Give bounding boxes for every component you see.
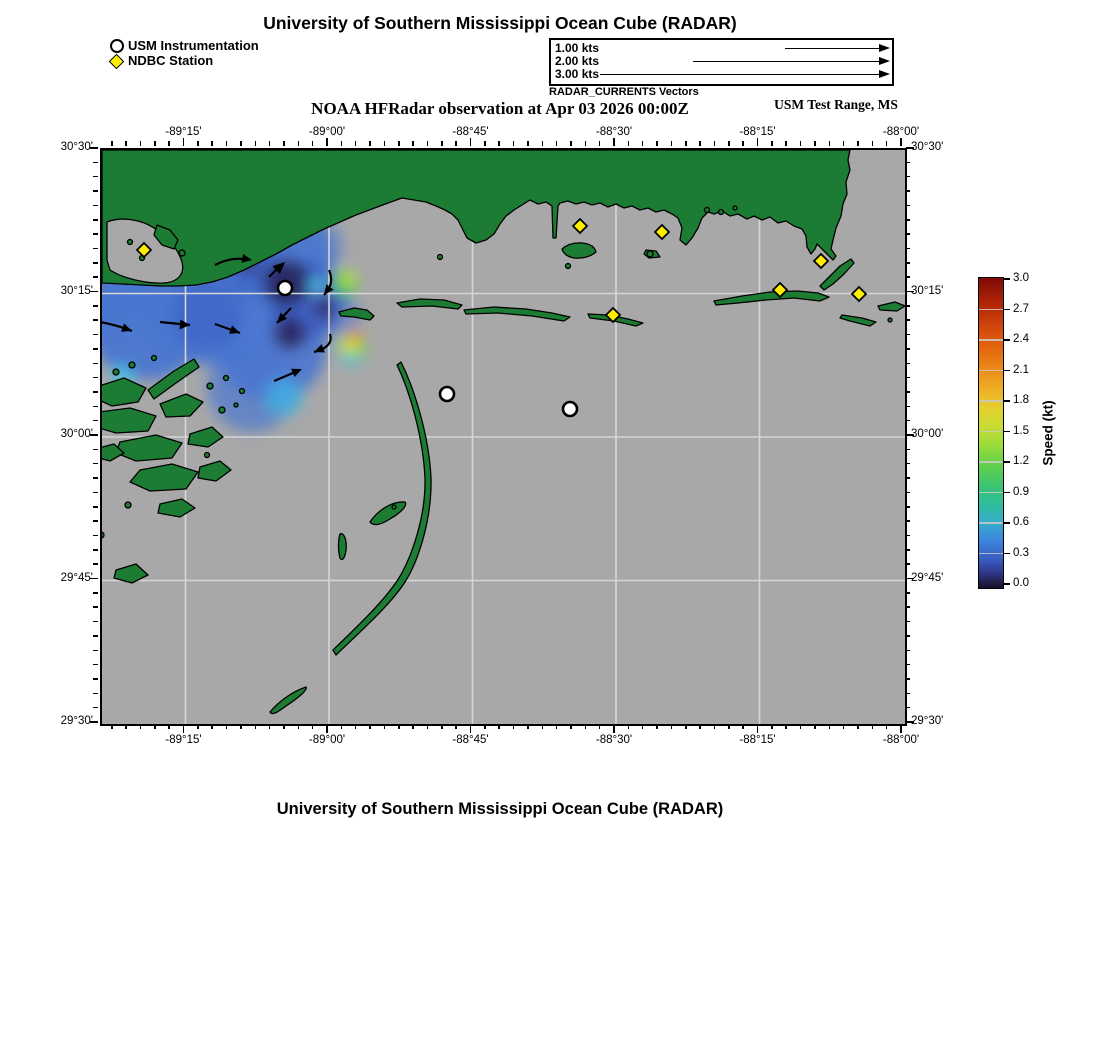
colorbar-tick — [1004, 309, 1010, 311]
map-tick — [93, 678, 98, 680]
map-tick — [906, 363, 911, 365]
map-tick — [93, 463, 98, 465]
colorbar-tick-label: 2.7 — [1013, 302, 1029, 315]
map-tick — [906, 406, 911, 408]
map-tick — [283, 725, 285, 730]
map-tick — [785, 141, 787, 146]
map-tick — [613, 138, 615, 146]
map-tick — [900, 725, 902, 733]
map-tick — [906, 678, 911, 680]
map-tick — [183, 725, 185, 733]
usm-instrument-marker — [563, 402, 577, 416]
map-tick — [906, 334, 911, 336]
colorbar-tick-label: 0.3 — [1013, 546, 1029, 559]
map-tick — [742, 141, 744, 146]
map-tick — [470, 138, 472, 146]
map-tick — [906, 348, 911, 350]
colorbar-tick — [1004, 339, 1010, 341]
lat-label-right: 30°15' — [911, 284, 944, 297]
map-tick — [906, 621, 911, 623]
lon-label-bottom: -88°45' — [452, 734, 489, 746]
map-tick — [226, 141, 228, 146]
map-tick — [427, 141, 429, 146]
map-tick — [685, 141, 687, 146]
map-tick — [906, 449, 911, 451]
map-tick — [93, 449, 98, 451]
lon-label-top: -88°30' — [595, 126, 633, 138]
colorbar-tick-label: 0.0 — [1013, 577, 1029, 589]
colorbar-tick — [1004, 400, 1010, 402]
map-tick — [906, 520, 911, 522]
lon-label-top: -88°00' — [882, 126, 920, 138]
lat-label-right: 30°00' — [911, 428, 944, 440]
scale-arrow-head — [879, 57, 890, 65]
map-tick — [906, 233, 911, 235]
colorbar-tick — [1004, 492, 1010, 494]
lon-label-bottom: -88°15' — [739, 734, 776, 746]
map-tick — [211, 141, 213, 146]
map-tick — [906, 535, 911, 537]
map-tick — [93, 477, 98, 479]
ndbc-station-icon — [109, 54, 125, 70]
colorbar-tick-label: 3.0 — [1013, 272, 1029, 284]
map-tick — [298, 141, 300, 146]
map-tick — [906, 391, 911, 393]
map-tick — [906, 190, 911, 192]
map-tick — [906, 305, 911, 307]
map-tick — [728, 725, 730, 730]
map-tick — [93, 319, 98, 321]
map-tick — [699, 725, 701, 730]
map-tick — [93, 377, 98, 379]
map-tick — [197, 141, 199, 146]
colorbar-tick — [1004, 278, 1010, 280]
map-tick — [906, 219, 911, 221]
map-tick — [255, 141, 257, 146]
map-tick — [384, 725, 386, 730]
map-tick — [455, 141, 457, 146]
map-tick — [326, 725, 328, 733]
colorbar-tick-label: 1.5 — [1013, 424, 1029, 437]
map-tick — [355, 725, 357, 730]
map-tick — [642, 725, 644, 730]
map-tick — [93, 348, 98, 350]
map-tick — [455, 725, 457, 730]
map-tick — [269, 141, 271, 146]
legend-usm-label: USM Instrumentation — [128, 38, 259, 53]
map-tick — [513, 141, 515, 146]
map-tick — [728, 141, 730, 146]
map-tick — [906, 664, 911, 666]
map-svg — [102, 150, 905, 724]
map-tick — [240, 141, 242, 146]
map-tick — [398, 141, 400, 146]
map-tick — [906, 563, 911, 565]
map-tick — [93, 707, 98, 709]
lat-label-left: 30°15' — [60, 284, 93, 297]
map-tick — [211, 725, 213, 730]
map-tick — [829, 725, 831, 730]
legend-ndbc-label: NDBC Station — [128, 53, 214, 68]
map-tick — [93, 563, 98, 565]
map-tick — [93, 535, 98, 537]
map-tick — [527, 141, 529, 146]
map-tick — [441, 725, 443, 730]
map-tick — [656, 725, 658, 730]
scale-arrow-line — [785, 48, 880, 50]
lon-label-bottom: -88°00' — [882, 734, 920, 746]
vector-scale-caption: RADAR_CURRENTS Vectors — [549, 86, 699, 98]
map-tick — [283, 141, 285, 146]
map-tick — [111, 725, 113, 730]
lat-label-right: 30°30' — [911, 141, 944, 153]
map-tick — [154, 141, 156, 146]
map-tick — [93, 406, 98, 408]
map-tick — [585, 725, 587, 730]
map-tick — [906, 506, 911, 508]
map-tick — [872, 725, 874, 730]
map-tick — [197, 725, 199, 730]
lon-label-top: -89°00' — [308, 126, 346, 138]
colorbar-divider — [979, 339, 1003, 341]
map-tick — [93, 276, 98, 278]
map-tick — [906, 592, 911, 594]
map-tick — [140, 141, 142, 146]
map-tick — [226, 725, 228, 730]
map-tick — [326, 138, 328, 146]
vector-scale-box — [549, 38, 894, 86]
map-tick — [906, 276, 911, 278]
colorbar-tick — [1004, 522, 1010, 524]
map-tick — [93, 334, 98, 336]
scale-row-label: 3.00 kts — [555, 67, 600, 82]
map-tick — [484, 725, 486, 730]
colorbar-divider — [979, 400, 1003, 402]
map-tick — [93, 635, 98, 637]
map-tick — [93, 606, 98, 608]
map-tick — [599, 141, 601, 146]
map-canvas — [100, 148, 907, 726]
lon-label-bottom: -89°15' — [165, 734, 202, 746]
scale-arrow-head — [879, 70, 890, 78]
speed-blob — [171, 279, 243, 351]
map-tick — [642, 141, 644, 146]
usm-instrumentation-icon — [110, 39, 124, 53]
map-tick — [585, 141, 587, 146]
map-tick — [785, 725, 787, 730]
map-tick — [906, 377, 911, 379]
speed-blob — [349, 330, 361, 342]
map-tick — [93, 305, 98, 307]
map-tick — [556, 141, 558, 146]
map-tick — [671, 141, 673, 146]
scale-arrow-head — [879, 44, 890, 52]
bottom-title: University of Southern Mississippi Ocean Cube (RADAR) — [276, 800, 724, 818]
map-tick — [685, 725, 687, 730]
map-tick — [355, 141, 357, 146]
map-tick — [384, 141, 386, 146]
lat-label-left: 29°45' — [60, 571, 93, 584]
map-tick — [93, 592, 98, 594]
map-tick — [714, 725, 716, 730]
map-tick — [906, 650, 911, 652]
map-subtitle: NOAA HFRadar observation at Apr 03 2026 00:00Z — [311, 99, 689, 118]
map-tick — [556, 725, 558, 730]
map-tick — [900, 138, 902, 146]
map-tick — [906, 635, 911, 637]
map-tick — [699, 141, 701, 146]
scale-arrow-line — [600, 74, 880, 76]
map-tick — [412, 141, 414, 146]
colorbar-divider — [979, 522, 1003, 524]
map-tick — [470, 725, 472, 733]
map-tick — [93, 248, 98, 250]
map-tick — [93, 621, 98, 623]
lat-label-left: 30°00' — [60, 428, 93, 440]
map-tick — [570, 725, 572, 730]
map-tick — [269, 725, 271, 730]
colorbar-tick — [1004, 461, 1010, 463]
map-tick — [906, 492, 911, 494]
map-tick — [843, 141, 845, 146]
map-tick — [398, 725, 400, 730]
map-tick — [93, 506, 98, 508]
lon-label-top: -88°45' — [452, 126, 489, 138]
map-tick — [154, 725, 156, 730]
map-tick — [906, 176, 911, 178]
usm-instrument-marker — [440, 387, 454, 401]
colorbar-tick-label: 1.8 — [1013, 394, 1029, 406]
colorbar-title: Speed (kt) — [1040, 400, 1056, 466]
map-tick — [872, 141, 874, 146]
map-tick — [906, 420, 911, 422]
map-tick — [656, 141, 658, 146]
map-tick — [906, 262, 911, 264]
map-tick — [341, 141, 343, 146]
map-tick — [906, 606, 911, 608]
map-tick — [800, 725, 802, 730]
map-tick — [886, 725, 888, 730]
map-tick — [906, 319, 911, 321]
lat-label-right: 29°30' — [911, 715, 944, 727]
map-tick — [906, 693, 911, 695]
usm-instrument-marker — [278, 281, 292, 295]
lat-label-left: 29°30' — [60, 715, 93, 727]
lon-label-bottom: -88°30' — [595, 734, 633, 746]
map-tick — [671, 725, 673, 730]
speed-blob — [342, 353, 354, 365]
map-tick — [298, 725, 300, 730]
colorbar-divider — [979, 461, 1003, 463]
map-tick — [814, 141, 816, 146]
map-tick — [527, 725, 529, 730]
speed-blob — [341, 272, 355, 286]
scale-arrow-line — [693, 61, 880, 63]
map-tick — [857, 725, 859, 730]
map-tick — [93, 664, 98, 666]
map-tick — [498, 725, 500, 730]
map-tick — [168, 141, 170, 146]
map-tick — [857, 141, 859, 146]
map-tick — [93, 492, 98, 494]
map-tick — [312, 141, 314, 146]
map-tick — [168, 725, 170, 730]
map-tick — [427, 725, 429, 730]
colorbar-divider — [979, 431, 1003, 433]
colorbar-tick-label: 0.9 — [1013, 485, 1029, 498]
map-tick — [628, 725, 630, 730]
map-tick — [255, 725, 257, 730]
colorbar-tick-label: 1.2 — [1013, 455, 1029, 467]
map-tick — [93, 176, 98, 178]
page-title: University of Southern Mississippi Ocean Cube (RADAR) — [263, 13, 737, 33]
map-tick — [906, 162, 911, 164]
map-tick — [814, 725, 816, 730]
speed-blob — [265, 378, 303, 416]
map-tick — [742, 725, 744, 730]
map-tick — [125, 725, 127, 730]
map-tick — [628, 141, 630, 146]
map-tick — [771, 141, 773, 146]
colorbar-tick — [1004, 370, 1010, 372]
map-tick — [93, 650, 98, 652]
map-tick — [757, 138, 759, 146]
map-tick — [93, 219, 98, 221]
map-tick — [843, 725, 845, 730]
map-tick — [140, 725, 142, 730]
colorbar-tick — [1004, 431, 1010, 433]
scale-row-label: 1.00 kts — [555, 41, 600, 55]
map-tick — [93, 391, 98, 393]
map-tick — [93, 693, 98, 695]
scale-row-label: 2.00 kts — [555, 54, 600, 69]
map-tick — [613, 725, 615, 733]
map-tick — [240, 725, 242, 730]
colorbar-divider — [979, 492, 1003, 494]
colorbar-tick — [1004, 553, 1010, 555]
map-tick — [93, 262, 98, 264]
map-tick — [183, 138, 185, 146]
map-tick — [906, 477, 911, 479]
map-tick — [125, 141, 127, 146]
map-tick — [93, 162, 98, 164]
region-label: USM Test Range, MS — [774, 97, 898, 112]
map-tick — [93, 363, 98, 365]
map-tick — [93, 190, 98, 192]
map-tick — [369, 725, 371, 730]
map-tick — [111, 141, 113, 146]
lon-label-bottom: -89°00' — [308, 734, 346, 746]
map-tick — [498, 141, 500, 146]
map-tick — [771, 725, 773, 730]
colorbar-tick-label: 2.4 — [1013, 333, 1029, 345]
map-tick — [542, 141, 544, 146]
lon-label-top: -88°15' — [739, 126, 776, 138]
map-tick — [906, 549, 911, 551]
map-tick — [484, 141, 486, 146]
speed-colorbar — [978, 277, 1004, 589]
lon-label-top: -89°15' — [165, 126, 202, 138]
colorbar-divider — [979, 370, 1003, 372]
map-tick — [441, 141, 443, 146]
map-tick — [93, 233, 98, 235]
map-tick — [369, 141, 371, 146]
map-tick — [93, 549, 98, 551]
map-tick — [714, 141, 716, 146]
map-tick — [513, 725, 515, 730]
map-tick — [93, 520, 98, 522]
map-tick — [570, 141, 572, 146]
map-tick — [886, 141, 888, 146]
colorbar-tick-label: 0.6 — [1013, 516, 1029, 528]
map-tick — [829, 141, 831, 146]
lat-label-right: 29°45' — [911, 571, 944, 584]
map-tick — [906, 463, 911, 465]
map-tick — [906, 707, 911, 709]
speed-blob — [312, 296, 336, 320]
colorbar-tick-label: 2.1 — [1013, 363, 1029, 376]
map-tick — [757, 725, 759, 733]
colorbar-tick — [1004, 583, 1010, 585]
map-tick — [906, 248, 911, 250]
colorbar-divider — [979, 553, 1003, 555]
lat-label-left: 30°30' — [60, 141, 93, 153]
map-tick — [412, 725, 414, 730]
map-tick — [341, 725, 343, 730]
map-tick — [599, 725, 601, 730]
map-tick — [93, 420, 98, 422]
map-tick — [93, 205, 98, 207]
map-tick — [542, 725, 544, 730]
map-tick — [800, 141, 802, 146]
map-tick — [906, 205, 911, 207]
speed-blob — [308, 277, 324, 293]
colorbar-divider — [979, 309, 1003, 311]
map-tick — [312, 725, 314, 730]
